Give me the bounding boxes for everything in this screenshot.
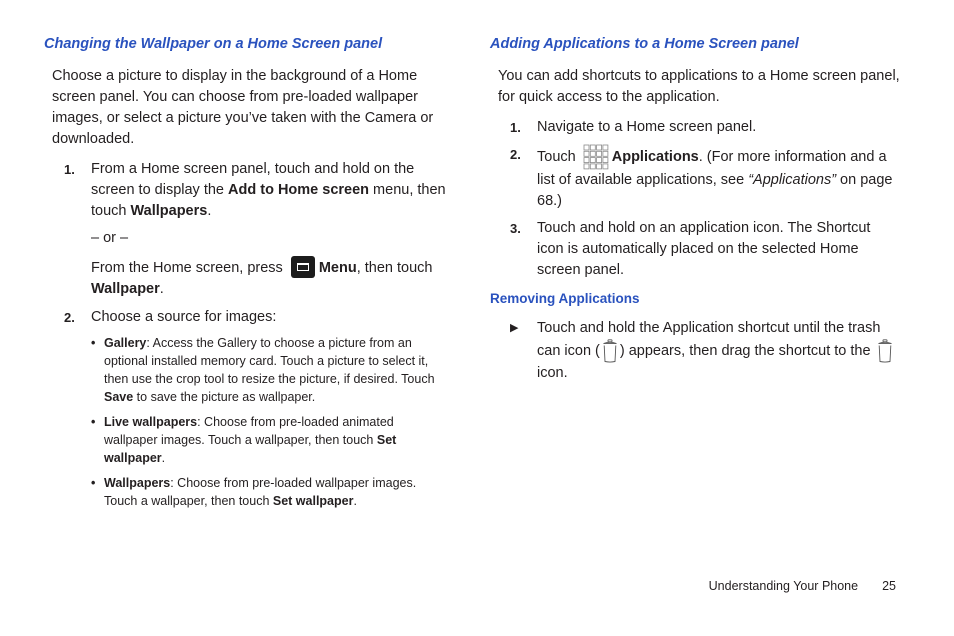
step-marker: ▶: [510, 322, 519, 334]
add-apps-step-1: [510, 117, 900, 138]
text-run: : Access the Gallery to choose a picture from an optional installed memory card. Touch a picture to select it, then use the crop tool to resize the picture, if desired. Touch: [104, 336, 435, 386]
bullet-text: [104, 334, 448, 406]
text-run: Touch: [537, 149, 580, 165]
bold-term: Wallpaper: [91, 281, 160, 297]
right-column: [490, 36, 900, 390]
add-apps-step-2: [510, 144, 900, 212]
text-run: .: [207, 203, 212, 219]
wallpaper-heading: Changing the Wallpaper on a Home Screen panel: [44, 36, 383, 52]
or-separator: – or –: [91, 230, 129, 246]
bullet-dot: •: [91, 415, 96, 429]
bullet-gallery: [91, 334, 448, 406]
removing-apps-heading: Removing Applications: [490, 291, 640, 306]
bold-term: Save: [104, 390, 134, 404]
trash-can-icon: [877, 339, 893, 363]
left-column: [44, 36, 448, 517]
step-text: Touch and hold on an application icon. The Shortcut icon is automatically placed on the selected Home screen panel.: [537, 220, 871, 278]
step-number: 1.: [510, 120, 521, 135]
step-text: [91, 159, 448, 222]
wallpaper-intro: Choose a picture to display in the background of a Home screen panel. You can choose from pre-loaded wallpaper images, or select a picture you’ve taken with the Camera or downloaded.: [52, 68, 434, 147]
bullet-dot: •: [91, 336, 96, 350]
bullet-live-wallpapers: [91, 413, 448, 467]
text-run: on page 68.): [537, 172, 893, 209]
wallpaper-step-1: [64, 159, 448, 222]
bold-term: Set wallpaper: [272, 494, 354, 508]
step-number: 2.: [510, 147, 521, 162]
trash-can-icon: [602, 339, 618, 363]
text-run: .: [353, 494, 357, 508]
text-run: .: [161, 451, 166, 465]
add-apps-intro: You can add shortcuts to applications to a Home screen panel, for quick access to the application.: [498, 68, 900, 105]
text-run: From a Home screen panel, touch and hold on the screen to display the: [91, 161, 415, 198]
bold-term: Gallery: [104, 336, 147, 350]
bullet-text: [104, 413, 448, 467]
text-run: Touch and hold the Application shortcut until the trash can icon (: [537, 320, 881, 359]
text-run: to save the picture as wallpaper.: [133, 390, 316, 404]
text-run: : Choose from pre-loaded wallpaper images. Touch a wallpaper, then touch: [104, 476, 417, 508]
step-text: Navigate to a Home screen panel.: [537, 119, 757, 135]
step-text: [537, 318, 900, 384]
applications-grid-icon: [583, 144, 609, 170]
text-run: From the Home screen, press: [91, 260, 287, 276]
text-run: .: [159, 281, 164, 297]
bold-term: Set wallpaper: [104, 433, 397, 465]
text-run: ) appears, then drag the shortcut to the: [619, 343, 875, 359]
bold-term: Wallpapers: [104, 476, 171, 490]
step-text: [537, 144, 900, 212]
step-number: 1.: [64, 162, 75, 177]
page-footer: [709, 579, 896, 593]
menu-key-icon: [291, 256, 315, 278]
bold-term: Add to Home screen: [228, 182, 370, 198]
remove-apps-step: [510, 318, 900, 384]
wallpaper-step-2: [64, 307, 448, 328]
footer-section-title: Understanding Your Phone: [708, 579, 859, 593]
text-run: , then touch: [356, 260, 433, 276]
bold-term: Live wallpapers: [104, 415, 198, 429]
step-number: 3.: [510, 221, 521, 236]
step-text: Choose a source for images:: [91, 309, 277, 325]
bullet-text: [104, 474, 448, 510]
add-apps-heading: Adding Applications to a Home Screen panel: [490, 36, 799, 52]
add-apps-step-3: [510, 218, 900, 281]
bullet-wallpapers: [91, 474, 448, 510]
text-run: : Choose from pre-loaded animated wallpaper images. Touch a wallpaper, then touch: [104, 415, 394, 447]
bold-term: Wallpapers: [130, 203, 208, 219]
bold-term: Menu: [318, 260, 357, 276]
page-number: 25: [882, 579, 896, 593]
bullet-dot: •: [91, 476, 96, 490]
text-run: icon.: [537, 365, 568, 381]
bold-term: Applications: [611, 149, 699, 165]
text-run: menu, then touch: [91, 182, 446, 219]
text-run: . (For more information and a list of available applications, see: [537, 149, 887, 188]
step-number: 2.: [64, 310, 75, 325]
wallpaper-alt-step: [91, 256, 448, 300]
italic-reference: “Applications”: [748, 172, 837, 188]
